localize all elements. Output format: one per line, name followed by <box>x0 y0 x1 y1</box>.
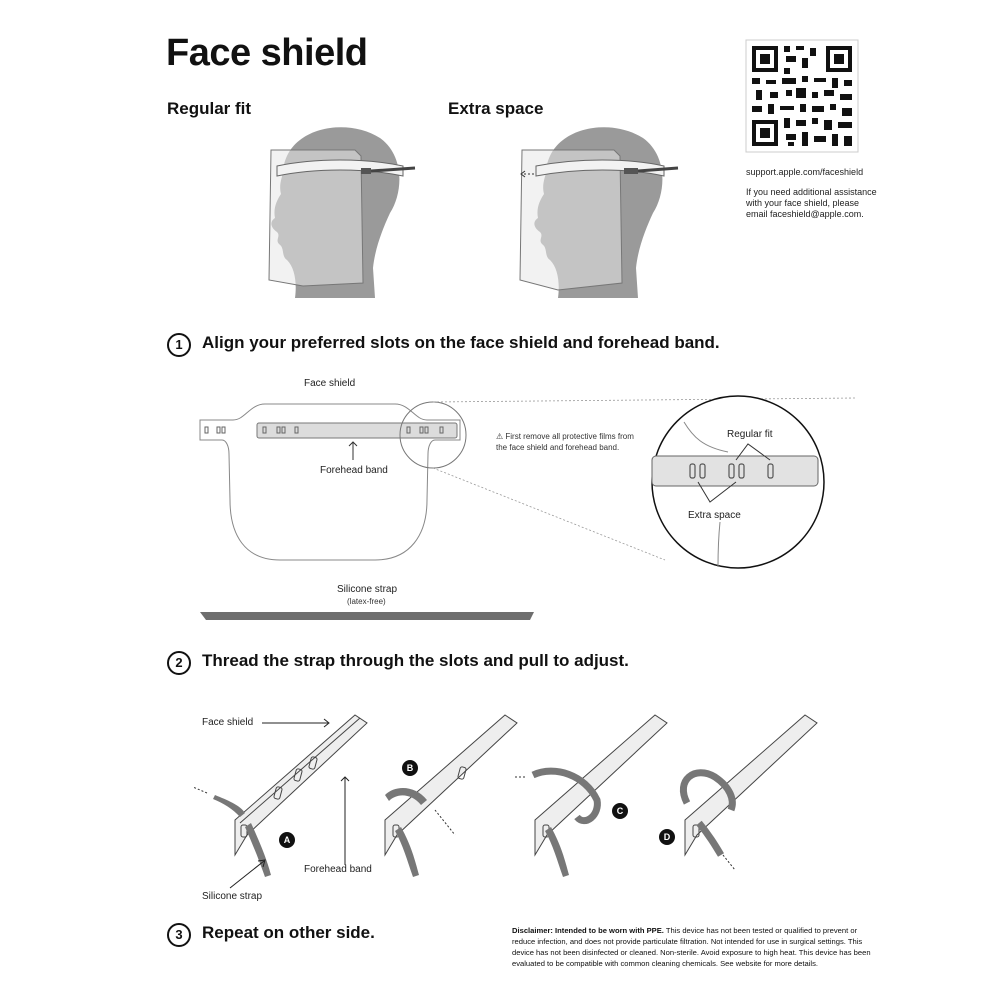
qr-code <box>746 40 858 152</box>
step2-silicone-strap-label: Silicone strap <box>202 891 263 902</box>
step-1-number: 1 <box>167 333 191 357</box>
protective-film-warning-2: the face shield and forehead band. <box>496 443 620 452</box>
slot-zoom-detail <box>648 392 828 572</box>
assist-line-3: email faceshield@apple.com. <box>746 209 864 219</box>
head-regular-fit-illustration <box>255 118 425 303</box>
step-1-text: Align your preferred slots on the face shield and forehead band. <box>202 333 720 352</box>
extra-space-heading: Extra space <box>448 99 544 118</box>
badge-c: C <box>612 803 628 819</box>
badge-b: B <box>402 760 418 776</box>
assist-line-2: with your face shield, please <box>746 198 860 208</box>
support-url[interactable]: support.apple.com/faceshield <box>746 167 864 177</box>
page-title: Face shield <box>166 32 368 74</box>
disclaimer <box>512 925 872 969</box>
step-3-text: Repeat on other side. <box>202 923 375 942</box>
disclaimer-bold: Disclaimer: Intended to be worn with PPE. <box>512 926 664 935</box>
step-3-number: 3 <box>167 923 191 947</box>
badge-a: A <box>279 832 295 848</box>
face-shield-flat-diagram <box>195 390 665 570</box>
step-2-number: 2 <box>167 651 191 675</box>
thread-step-b <box>375 705 535 880</box>
zoom-regular-fit-label: Regular fit <box>727 429 773 440</box>
silicone-strap-shape <box>200 610 536 622</box>
zoom-extra-space-label: Extra space <box>688 510 741 521</box>
silicone-strap-pointer-arrow <box>228 858 268 890</box>
face-shield-label: Face shield <box>304 378 356 389</box>
badge-d: D <box>659 829 675 845</box>
regular-fit-heading: Regular fit <box>167 99 252 118</box>
step-2-text: Thread the strap through the slots and pull to adjust. <box>202 651 629 670</box>
thread-step-d <box>675 705 835 880</box>
assist-line-1: If you need additional assistance <box>746 187 877 197</box>
silicone-strap-label: Silicone strap <box>337 584 398 595</box>
disclaimer-text: This device has not been tested or qualified to prevent or reduce infection, and does not provide particulate filtration. Not intended for use in surgical settings. This device has not been disinfected or cleaned. Non-sterile. Avoid exposure to high heat. This device has been evaluated to be compatible with common cleaning chemicals. See website for more details. <box>512 926 871 968</box>
thread-step-c <box>525 705 685 880</box>
step2-face-shield-label: Face shield <box>202 717 254 728</box>
head-extra-space-illustration <box>518 118 688 303</box>
forehead-band-label: Forehead band <box>320 465 388 476</box>
latex-free-label: (latex-free) <box>347 597 386 606</box>
thread-step-a <box>185 705 375 880</box>
step2-forehead-band-label: Forehead band <box>304 864 372 875</box>
protective-film-warning: ⚠ First remove all protective films from <box>496 432 634 441</box>
face-shield-pointer-arrow <box>262 718 332 728</box>
